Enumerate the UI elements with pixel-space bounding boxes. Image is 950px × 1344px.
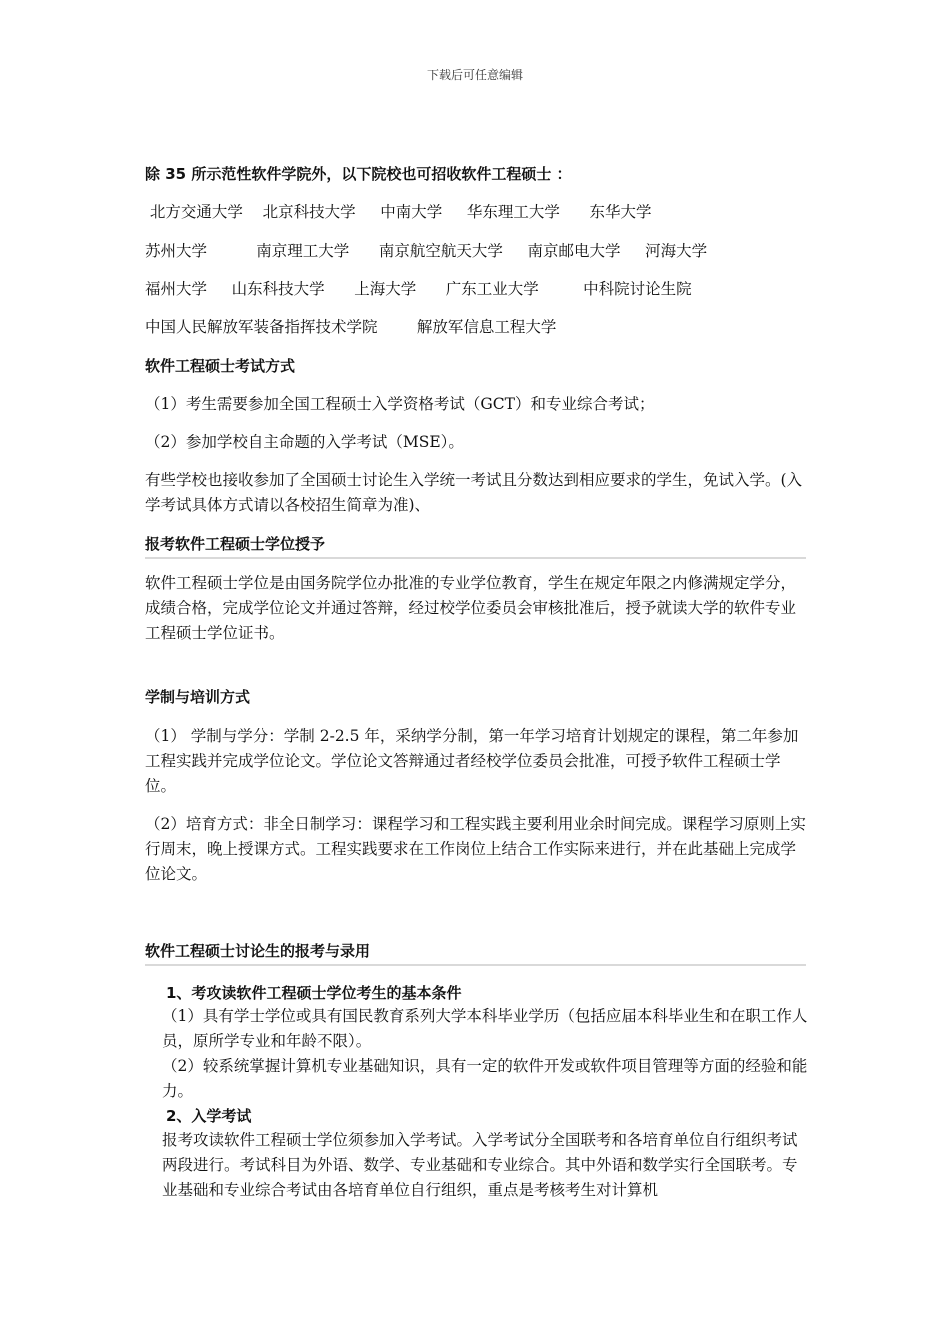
exam-item-1: （1）考生需要参加全国工程硕士入学资格考试（GCT）和专业综合考试； <box>145 395 655 413</box>
exam-section-title: 软件工程硕士考试方式 <box>145 357 296 375</box>
school-list-line-3: 福州大学 山东科技大学 上海大学 广东工业大学 中科院讨论生院 <box>145 280 692 298</box>
admission-exam-body: 报考攻读软件工程硕士学位须参加入学考试。入学考试分全国联考和各培育单位自行组织考试两段进行。考试科目为外语、数学、专业基础和专业综合。其中外语和数学实行全国联考。专业基础和专业综合考试由各培育单位自行组织，重点是考核考生对计算机 <box>162 1131 798 1199</box>
exam-item-2: （2）参加学校自主命题的入学考试（MSE）。 <box>145 433 464 451</box>
school-list-line-1: 北方交通大学 北京科技大学 中南大学 华东理工大学 东华大学 <box>145 203 652 221</box>
degree-section-title: 报考软件工程硕士学位授予 <box>145 535 326 553</box>
training-item-1: （1） 学制与学分：学制 2-2.5 年，采纳学分制，第一年学习培育计划规定的课程，第二年参加工程实践并完成学位论文。学位论文答辩通过者经校学位委员会批准，可授予软件工程硕士学位。 <box>145 727 799 795</box>
admission-subheading-1: 1、考攻读软件工程硕士学位考生的基本条件 <box>166 984 462 1002</box>
section-divider <box>145 964 806 966</box>
page-header: 下载后可任意编辑 <box>426 68 523 82</box>
intro-heading: 除 35 所示范性软件学院外，以下院校也可招收软件工程硕士 ： <box>145 165 572 183</box>
degree-body: 软件工程硕士学位是由国务院学位办批准的专业学位教育，学生在规定年限之内修满规定学分，成绩合格，完成学位论文并通过答辩，经过校学位委员会审核批准后，授予就读大学的软件专业工程硕士学位证书。 <box>145 574 797 642</box>
admission-condition-2: （2）较系统掌握计算机专业基础知识，具有一定的软件开发或软件项目管理等方面的经验和能力。 <box>162 1057 808 1100</box>
section-divider <box>145 557 806 559</box>
training-item-2: （2）培育方式：非全日制学习：课程学习和工程实践主要利用业余时间完成。课程学习原则上实行周末，晚上授课方式。工程实践要求在工作岗位上结合工作实际来进行，并在此基础上完成学位论文。 <box>145 815 806 883</box>
school-list-line-4: 中国人民解放军装备指挥技术学院 解放军信息工程大学 <box>145 318 557 336</box>
training-section-title: 学制与培训方式 <box>145 688 251 706</box>
admission-subheading-2: 2、入学考试 <box>166 1107 252 1125</box>
school-list-line-2: 苏州大学 南京理工大学 南京航空航天大学 南京邮电大学 河海大学 <box>145 242 708 260</box>
exam-note: 有些学校也接收参加了全国硕士讨论生入学统一考试且分数达到相应要求的学生，免试入学。(入学考试具体方式请以各校招生简章为准)、 <box>145 471 803 514</box>
admission-condition-1: （1）具有学士学位或具有国民教育系列大学本科毕业学历（包括应届本科毕业生和在职工作人员，原所学专业和年龄不限）。 <box>162 1007 808 1050</box>
admission-section-title: 软件工程硕士讨论生的报考与录用 <box>145 942 371 960</box>
